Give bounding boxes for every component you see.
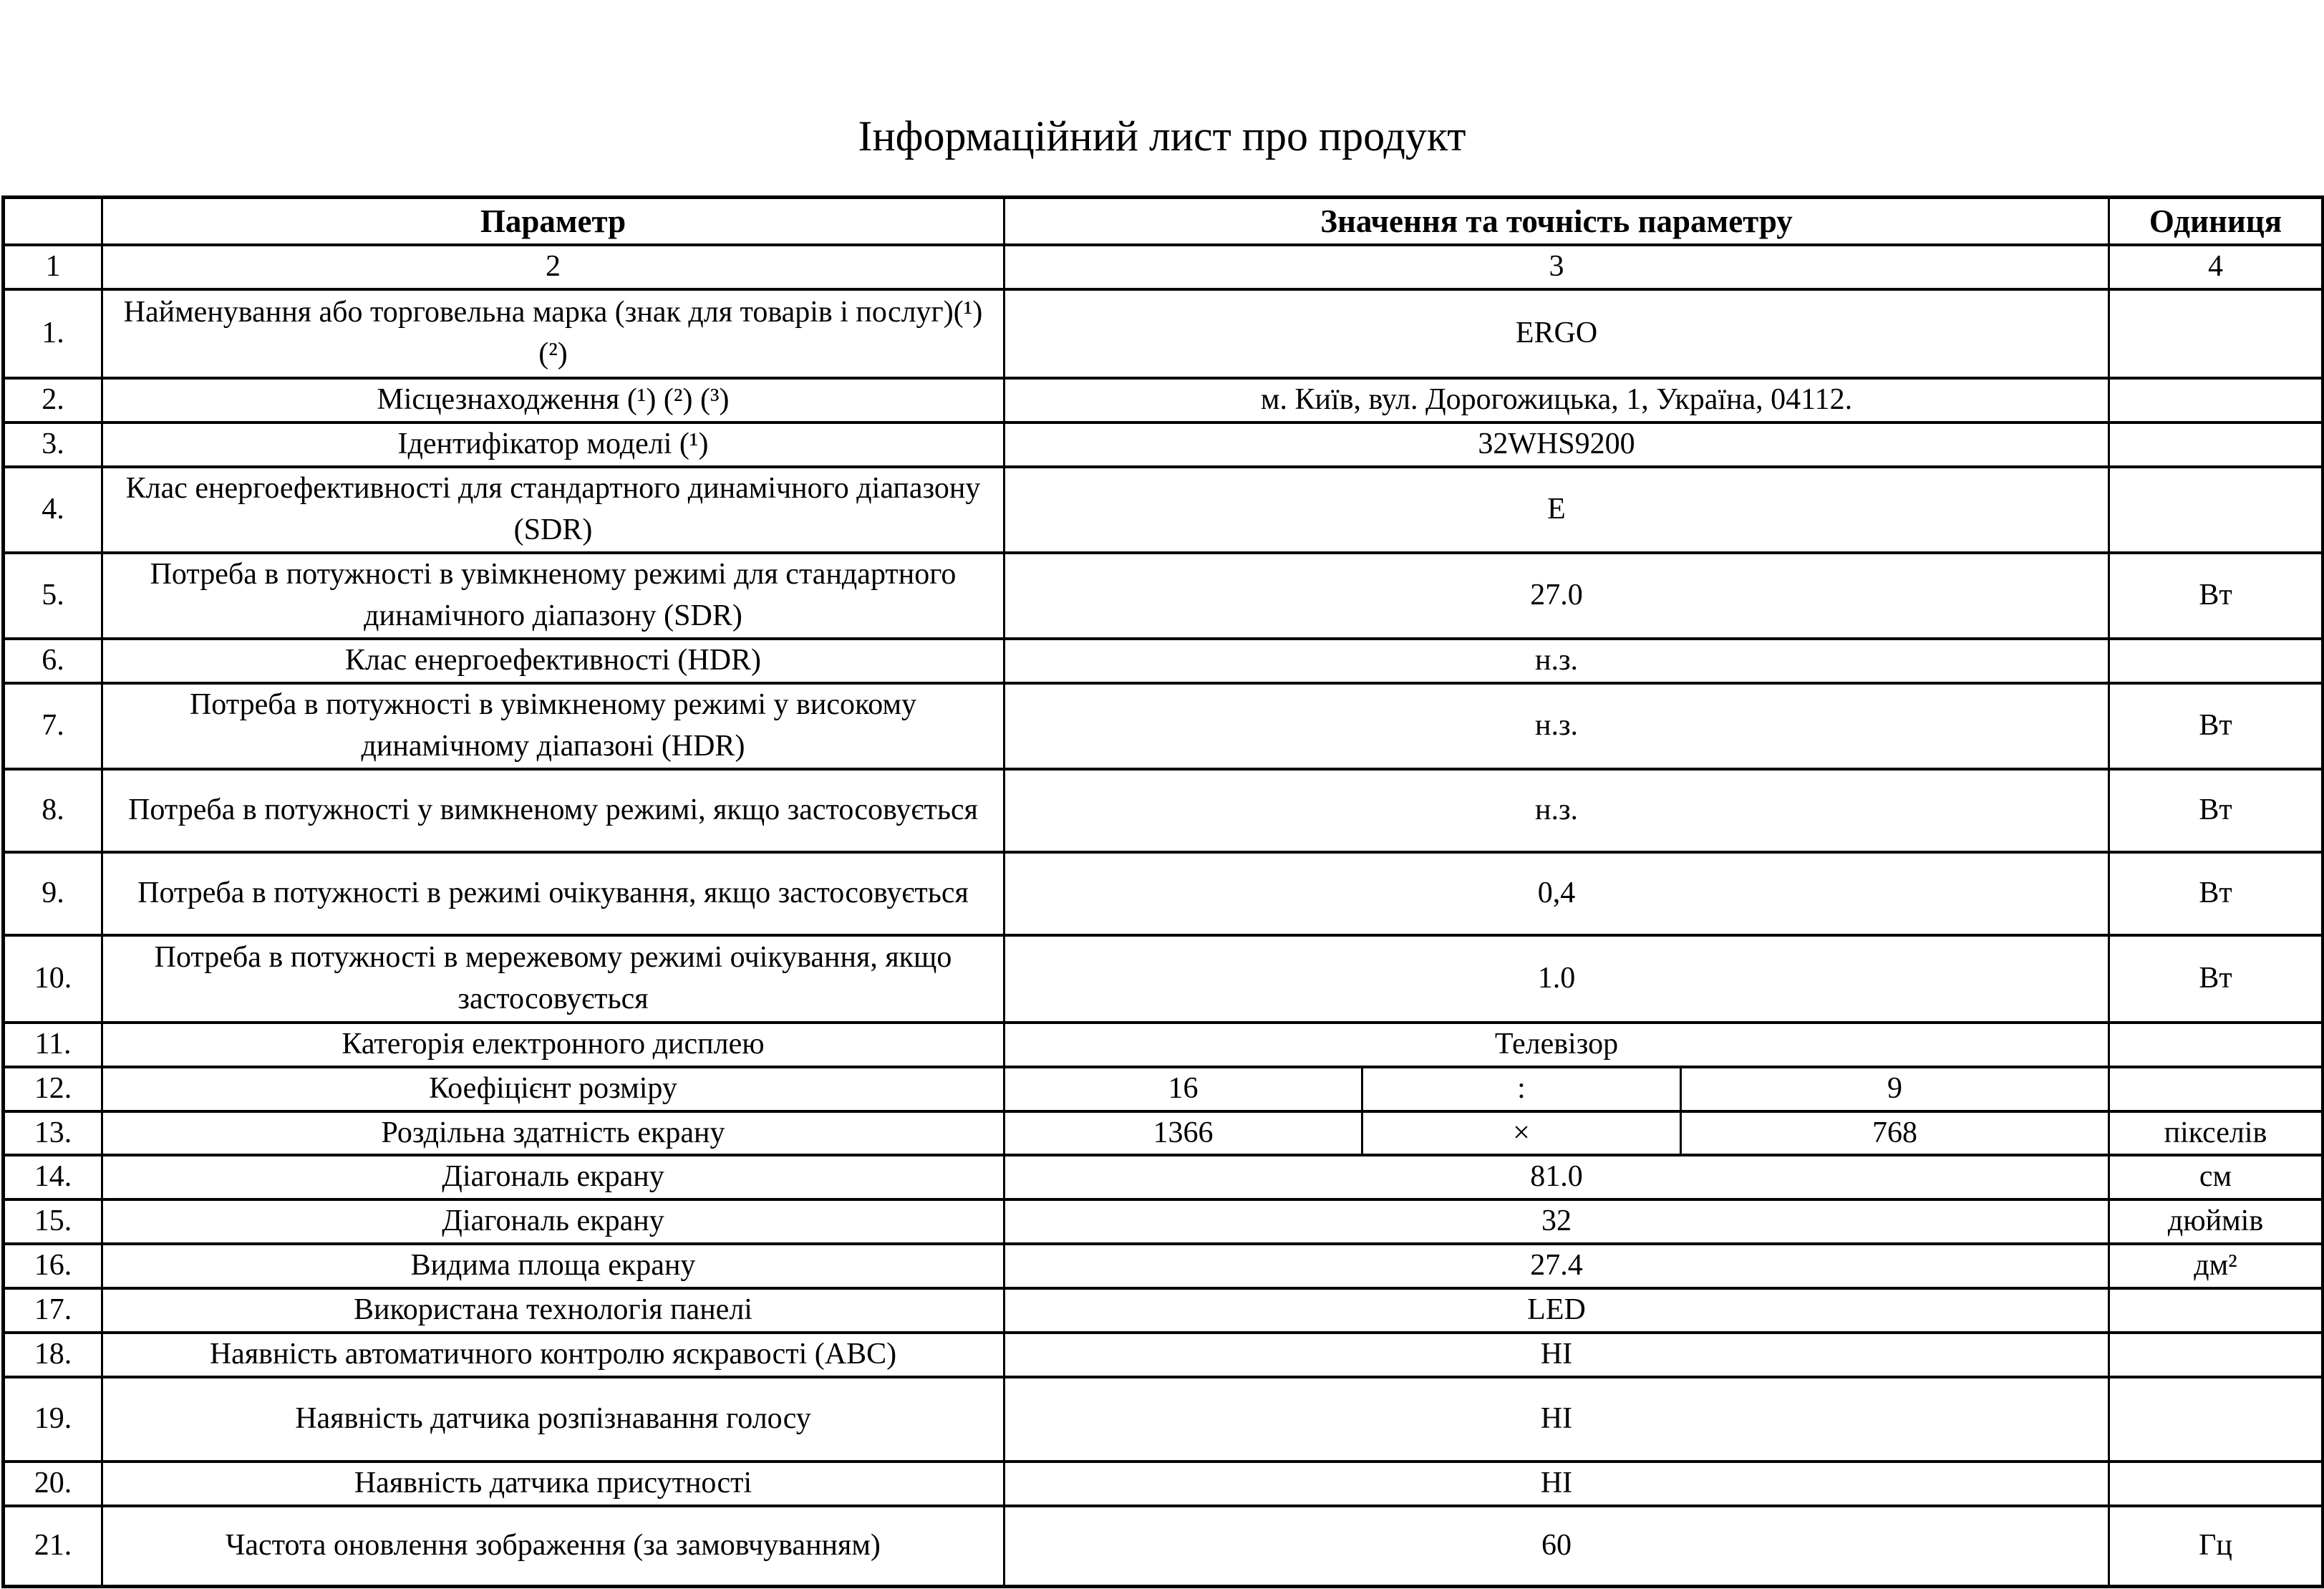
row-number-cell: 4. — [4, 467, 102, 553]
table-row — [4, 1288, 2323, 1333]
table-row — [4, 1111, 2323, 1156]
parameter-cell: Наявність датчика розпізнавання голосу — [102, 1377, 1004, 1462]
header-cell-parameter: Параметр — [102, 198, 1004, 246]
table-row — [4, 1155, 2323, 1199]
column-number-row — [4, 245, 2323, 289]
value-cell: 27.4 — [1004, 1244, 2109, 1288]
value-cell: 27.0 — [1004, 553, 2109, 639]
value-cell: 81.0 — [1004, 1155, 2109, 1199]
header-cell-unit: Одиниця — [2109, 198, 2323, 246]
value-cell: н.з. — [1004, 683, 2109, 769]
parameter-cell: Частота оновлення зображення (за замовчуванням) — [102, 1506, 1004, 1586]
value-cell: Телевізор — [1004, 1023, 2109, 1067]
unit-cell — [2109, 1377, 2323, 1462]
unit-cell — [2109, 467, 2323, 553]
value-cell: 1366 — [1004, 1111, 1362, 1156]
unit-cell: Вт — [2109, 852, 2323, 935]
value-cell: 1.0 — [1004, 935, 2109, 1023]
parameter-cell: Потреба в потужності в увімкненому режимі для стандартного динамічного діапазону (SDR) — [102, 553, 1004, 639]
row-number-cell: 6. — [4, 639, 102, 683]
unit-cell: см — [2109, 1155, 2323, 1199]
table-row — [4, 1023, 2323, 1067]
parameter-cell: Потреба в потужності в мережевому режимі очікування, якщо застосовується — [102, 935, 1004, 1023]
value-cell: НІ — [1004, 1333, 2109, 1377]
value-cell: LED — [1004, 1288, 2109, 1333]
value-cell: 16 — [1004, 1067, 1362, 1111]
unit-cell: Вт — [2109, 683, 2323, 769]
row-number-cell: 16. — [4, 1244, 102, 1288]
parameter-cell: Найменування або торговельна марка (знак для товарів і послуг)(¹) (²) — [102, 289, 1004, 378]
row-number-cell: 13. — [4, 1111, 102, 1156]
row-number-cell: 18. — [4, 1333, 102, 1377]
unit-cell: Вт — [2109, 553, 2323, 639]
row-number-cell: 8. — [4, 769, 102, 852]
table-row — [4, 553, 2323, 639]
column-number-cell: 1 — [4, 245, 102, 289]
table-row — [4, 422, 2323, 467]
value-separator-cell: : — [1362, 1067, 1681, 1111]
unit-cell — [2109, 289, 2323, 378]
unit-cell: Вт — [2109, 769, 2323, 852]
table-row — [4, 769, 2323, 852]
value-separator-cell: × — [1362, 1111, 1681, 1156]
table-row — [4, 1333, 2323, 1377]
row-number-cell: 3. — [4, 422, 102, 467]
parameter-cell: Ідентифікатор моделі (¹) — [102, 422, 1004, 467]
table-row — [4, 935, 2323, 1023]
parameter-cell: Клас енергоефективності (HDR) — [102, 639, 1004, 683]
row-number-cell: 1. — [4, 289, 102, 378]
value-cell: н.з. — [1004, 769, 2109, 852]
unit-cell — [2109, 1288, 2323, 1333]
column-number-cell: 3 — [1004, 245, 2109, 289]
row-number-cell: 17. — [4, 1288, 102, 1333]
column-number-cell: 2 — [102, 245, 1004, 289]
column-number-cell: 4 — [2109, 245, 2323, 289]
row-number-cell: 10. — [4, 935, 102, 1023]
row-number-cell: 5. — [4, 553, 102, 639]
product-spec-table — [1, 195, 2324, 1588]
header-cell-empty — [4, 198, 102, 246]
page-title: Інформаційний лист про продукт — [858, 112, 1466, 160]
parameter-cell: Видима площа екрану — [102, 1244, 1004, 1288]
value-cell: 768 — [1681, 1111, 2109, 1156]
parameter-cell: Наявність датчика присутності — [102, 1462, 1004, 1506]
row-number-cell: 11. — [4, 1023, 102, 1067]
unit-cell — [2109, 1023, 2323, 1067]
value-cell: 0,4 — [1004, 852, 2109, 935]
unit-cell: дм² — [2109, 1244, 2323, 1288]
header-cell-value: Значення та точність параметру — [1004, 198, 2109, 246]
parameter-cell: Діагональ екрану — [102, 1155, 1004, 1199]
table-row — [4, 1462, 2323, 1506]
value-cell: 32 — [1004, 1199, 2109, 1244]
row-number-cell: 14. — [4, 1155, 102, 1199]
table-row — [4, 683, 2323, 769]
parameter-cell: Діагональ екрану — [102, 1199, 1004, 1244]
unit-cell — [2109, 1333, 2323, 1377]
unit-cell: пікселів — [2109, 1111, 2323, 1156]
table-row — [4, 639, 2323, 683]
table-row — [4, 1199, 2323, 1244]
row-number-cell: 12. — [4, 1067, 102, 1111]
table-row — [4, 1067, 2323, 1111]
row-number-cell: 9. — [4, 852, 102, 935]
unit-cell — [2109, 1462, 2323, 1506]
row-number-cell: 7. — [4, 683, 102, 769]
parameter-cell: Клас енергоефективності для стандартного динамічного діапазону (SDR) — [102, 467, 1004, 553]
value-cell: 60 — [1004, 1506, 2109, 1586]
table-row — [4, 1377, 2323, 1462]
parameter-cell: Використана технологія панелі — [102, 1288, 1004, 1333]
table-row — [4, 378, 2323, 422]
value-cell: 9 — [1681, 1067, 2109, 1111]
table-body — [4, 289, 2323, 1586]
parameter-cell: Потреба в потужності в увімкненому режимі у високому динамічному діапазоні (HDR) — [102, 683, 1004, 769]
value-cell: н.з. — [1004, 639, 2109, 683]
table-row — [4, 1244, 2323, 1288]
parameter-cell: Потреба в потужності у вимкненому режимі, якщо застосовується — [102, 769, 1004, 852]
parameter-cell: Роздільна здатність екрану — [102, 1111, 1004, 1156]
table-row — [4, 467, 2323, 553]
table-row — [4, 1506, 2323, 1586]
parameter-cell: Наявність автоматичного контролю яскравості (ABC) — [102, 1333, 1004, 1377]
value-cell: м. Київ, вул. Дорогожицька, 1, Україна, 04112. — [1004, 378, 2109, 422]
value-cell: 32WHS9200 — [1004, 422, 2109, 467]
value-cell: НІ — [1004, 1462, 2109, 1506]
parameter-cell: Потреба в потужності в режимі очікування, якщо застосовується — [102, 852, 1004, 935]
value-cell: ERGO — [1004, 289, 2109, 378]
row-number-cell: 2. — [4, 378, 102, 422]
row-number-cell: 15. — [4, 1199, 102, 1244]
table-row — [4, 852, 2323, 935]
unit-cell — [2109, 1067, 2323, 1111]
row-number-cell: 19. — [4, 1377, 102, 1462]
unit-cell: Вт — [2109, 935, 2323, 1023]
row-number-cell: 20. — [4, 1462, 102, 1506]
parameter-cell: Коефіцієнт розміру — [102, 1067, 1004, 1111]
unit-cell — [2109, 378, 2323, 422]
row-number-cell: 21. — [4, 1506, 102, 1586]
unit-cell — [2109, 639, 2323, 683]
parameter-cell: Категорія електронного дисплею — [102, 1023, 1004, 1067]
unit-cell: дюймів — [2109, 1199, 2323, 1244]
unit-cell: Гц — [2109, 1506, 2323, 1586]
parameter-cell: Місцезнаходження (¹) (²) (³) — [102, 378, 1004, 422]
header-row — [4, 198, 2323, 246]
table-row — [4, 289, 2323, 378]
value-cell: E — [1004, 467, 2109, 553]
unit-cell — [2109, 422, 2323, 467]
value-cell: НІ — [1004, 1377, 2109, 1462]
